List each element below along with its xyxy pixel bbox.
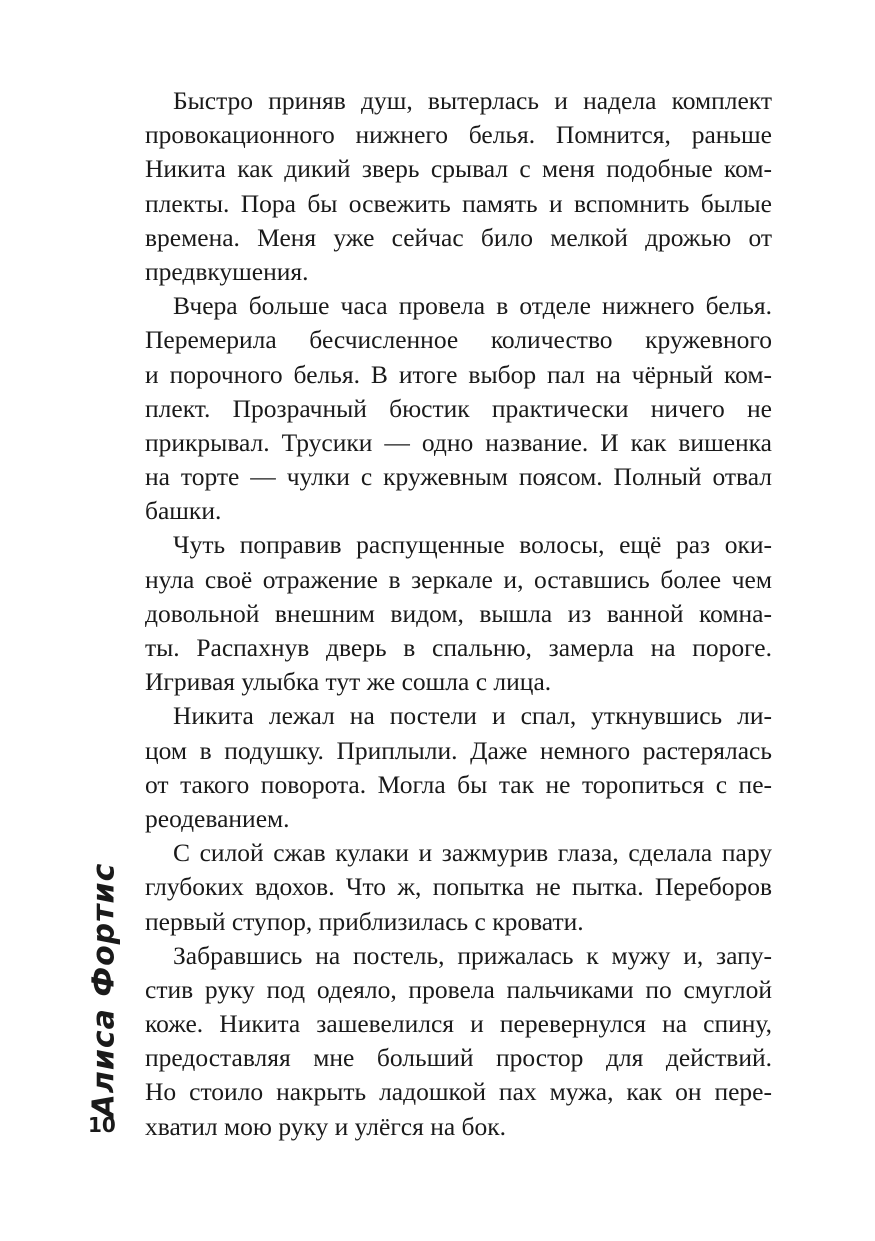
text-line: Перемерила бесчисленное количество кружевного [145, 325, 772, 355]
author-name: Алиса Фортис [86, 862, 122, 1118]
text-line: ты. Распахнув дверь в спальню, замерла на пороге. [145, 633, 772, 662]
text-line: Но стоило накрыть ладошкой пах мужа, как он пере- [145, 1077, 772, 1107]
text-line: Вчера больше часа провела в отделе нижнего белья. [173, 291, 772, 321]
text-line: башки. [145, 496, 222, 526]
paragraph [145, 84, 772, 289]
text-line: стив руку под одеяло, провела пальчиками по смуглой [145, 974, 772, 1004]
text-line: реодеванием. [145, 803, 290, 833]
text-line: Чуть поправив распущенные волосы, ещё раз оки- [173, 530, 772, 560]
paragraph [145, 699, 772, 836]
text-line: С силой сжав кулаки и зажмурив глаза, сделала пару [173, 838, 772, 868]
text-line: Игривая улыбка тут же сошла с лица. [145, 667, 552, 697]
text-line: на торте — чулки с кружевным поясом. Полный отвал [145, 462, 772, 492]
running-head [78, 862, 130, 1118]
text-line: плект. Прозрачный бюстик практически ничего не [145, 393, 772, 423]
text-line: Никита лежал на постели и спал, уткнувшись ли- [173, 701, 772, 731]
text-line: Забравшись на постель, прижалась к мужу и, запу- [173, 940, 772, 970]
paragraph [145, 289, 772, 528]
text-line: плекты. Пора бы освежить память и вспомнить былые [145, 188, 772, 218]
text-line: предвкушения. [145, 256, 309, 286]
text-line: первый ступор, приблизилась с кровати. [145, 906, 584, 936]
text-line: Быстро приняв душ, вытерлась и надела комплект [173, 86, 772, 115]
page-number: 10 [88, 1113, 116, 1137]
text-line: предоставляя мне больший простор для действий. [145, 1043, 772, 1073]
text-line: хватил мою руку и улёгся на бок. [145, 1111, 507, 1141]
text-line: нула своё отражение в зеркале и, оставшись более чем [145, 564, 772, 594]
text-line: провокационного нижнего белья. Помнится, раньше [145, 120, 772, 150]
text-line: довольной внешним видом, вышла из ванной комна- [145, 598, 772, 628]
paragraph [145, 528, 772, 699]
body-text [145, 84, 772, 1144]
paragraph [145, 836, 772, 939]
paragraph [145, 939, 772, 1144]
text-line: цом в подушку. Приплыли. Даже немного растерялась [145, 735, 772, 765]
text-line: коже. Никита зашевелился и перевернулся на спину, [145, 1009, 772, 1039]
text-line: времена. Меня уже сейчас било мелкой дрожью от [145, 222, 772, 252]
text-line: глубоких вдохов. Что ж, попытка не пытка. Переборов [145, 872, 772, 902]
text-line: и порочного белья. В итоге выбор пал на чёрный ком- [145, 359, 772, 389]
text-line: Никита как дикий зверь срывал с меня подобные ком- [145, 154, 772, 184]
text-line: от такого поворота. Могла бы так не торопиться с пе- [145, 769, 772, 799]
text-line: прикрывал. Трусики — одно название. И как вишенка [145, 427, 772, 457]
